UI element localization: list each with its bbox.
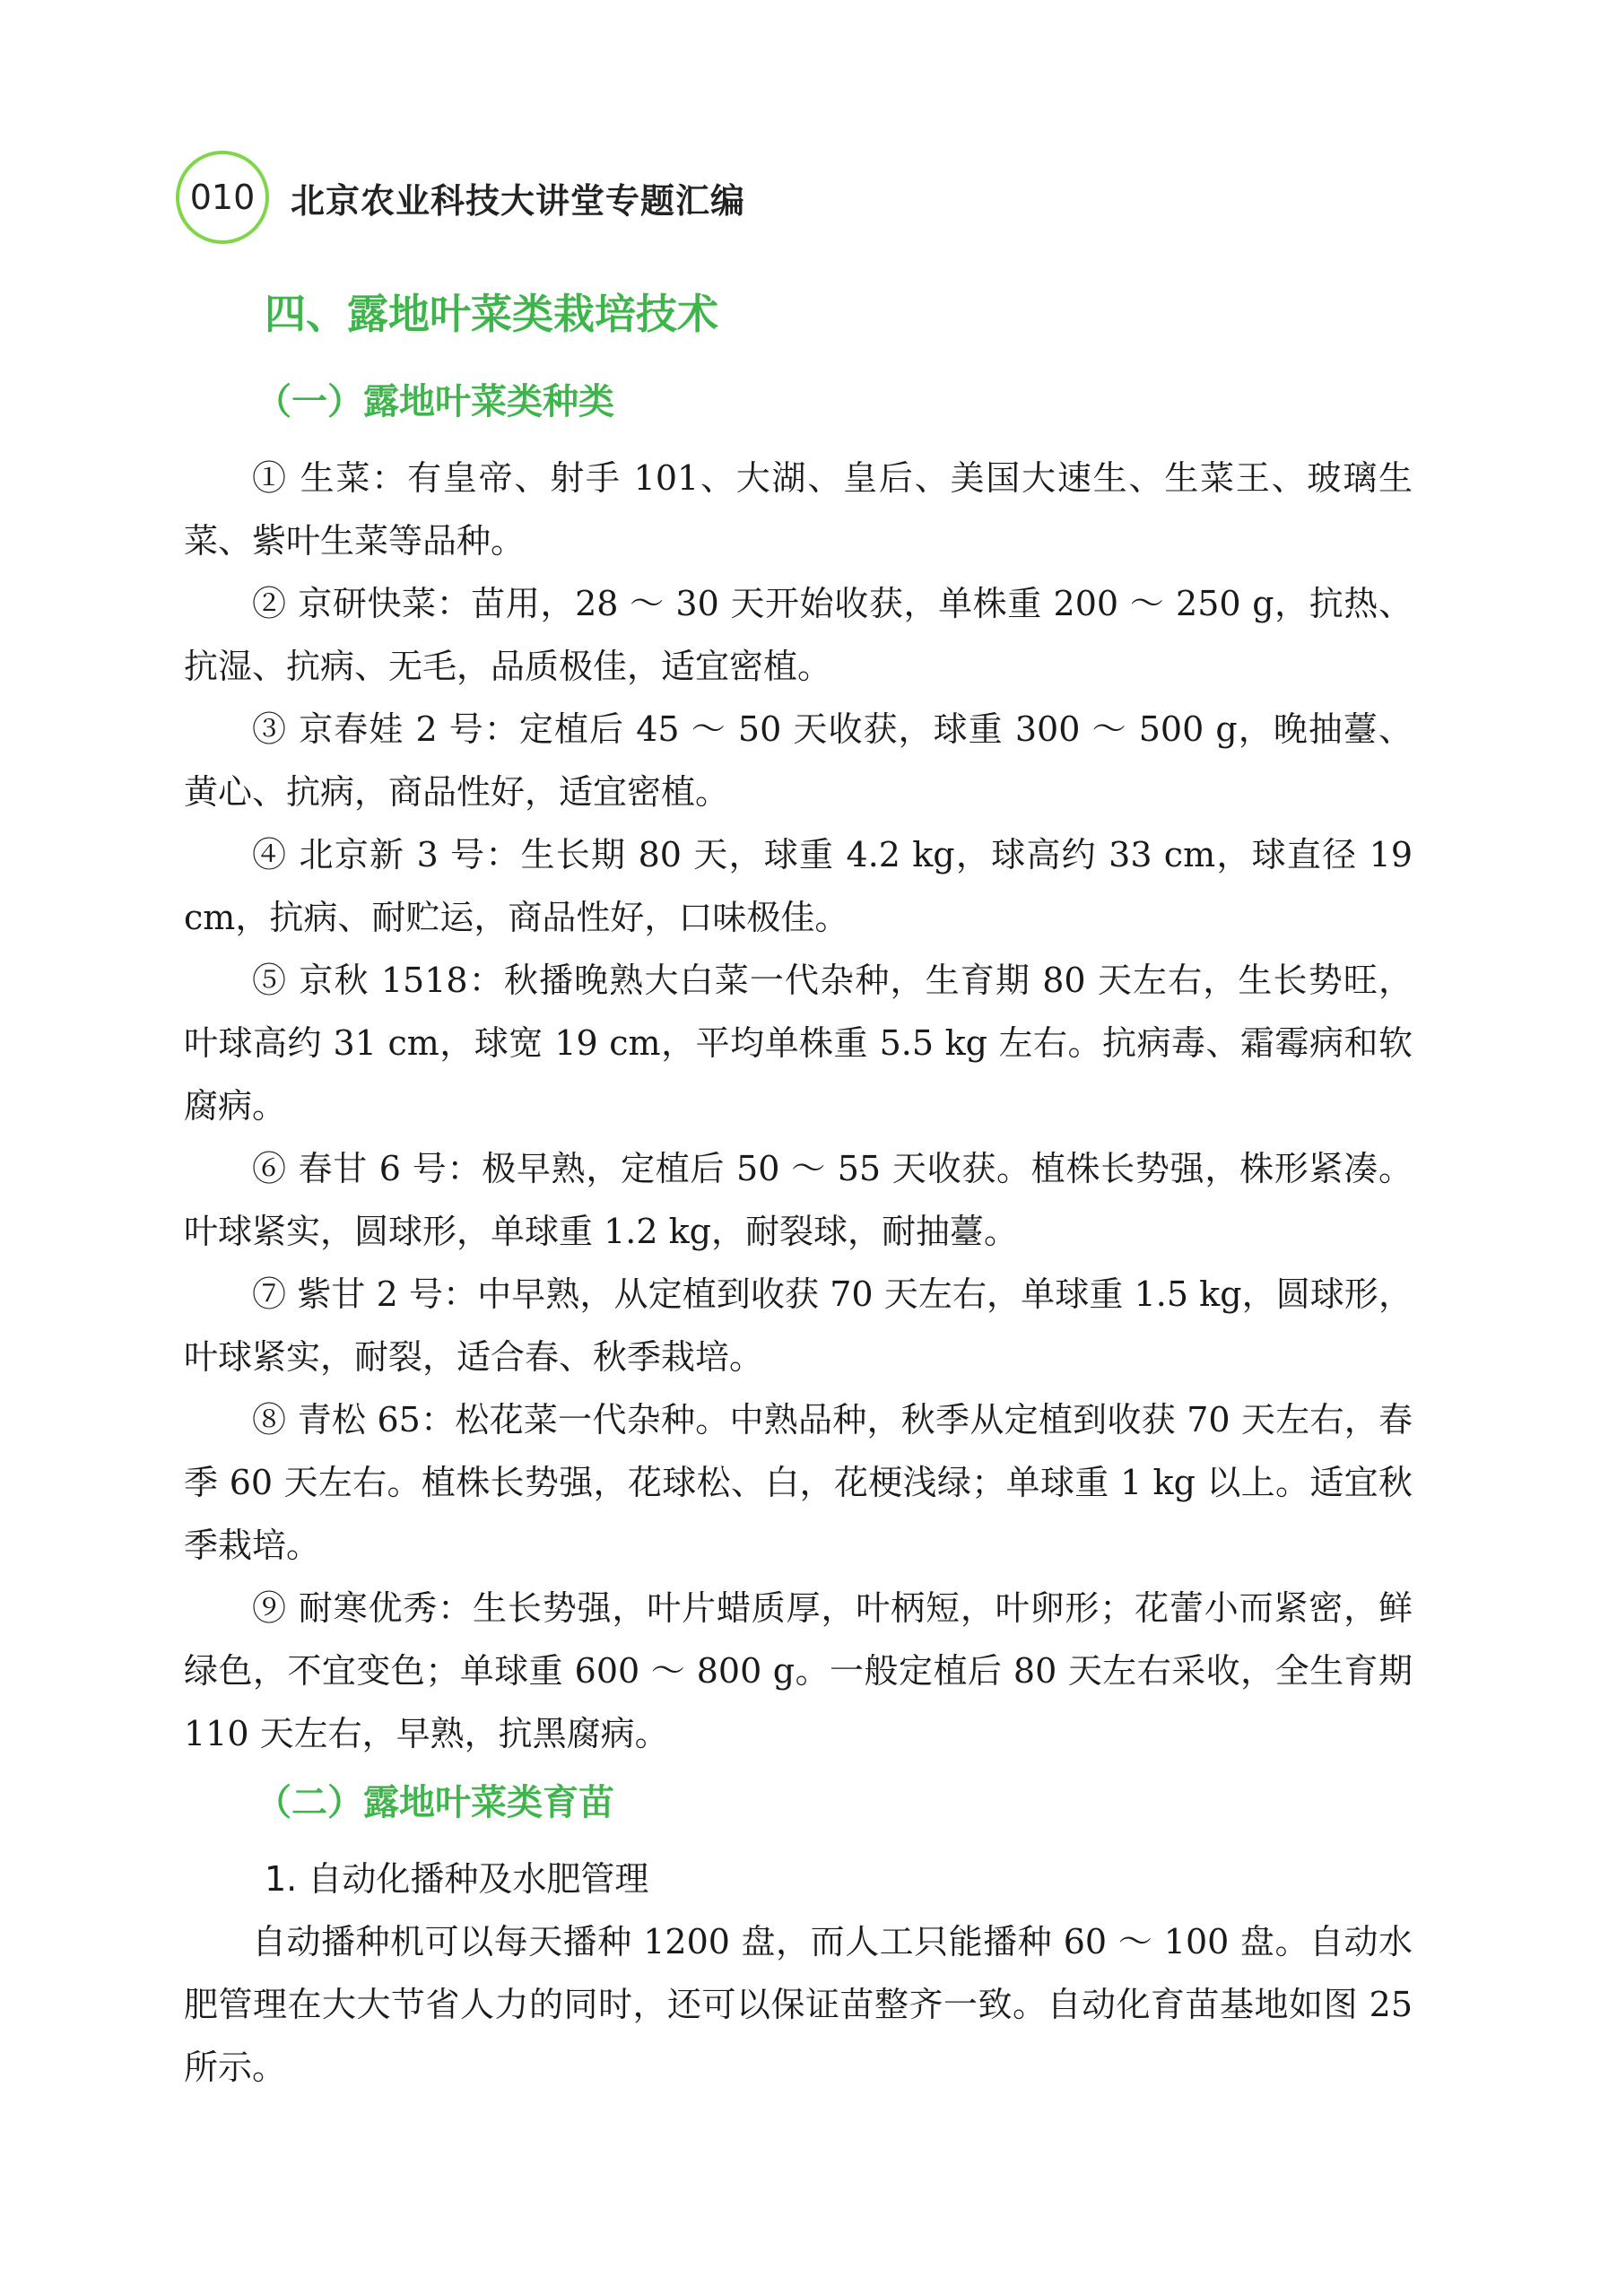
page-header [176,151,745,244]
variety-paragraph: ⑧ 青松 65：松花菜一代杂种。中熟品种，秋季从定植到收获 70 天左右，春季 60 天左右。植株长势强，花球松、白，花梗浅绿；单球重 1 kg 以上。适宜秋季栽培。 [184,1400,1413,1565]
variety-paragraph: ⑦ 紫甘 2 号：中早熟，从定植到收获 70 天左右，单球重 1.5 kg，圆球形，叶球紧实，耐裂，适合春、秋季栽培。 [184,1274,1413,1377]
variety-paragraph: ① 生菜：有皇帝、射手 101、大湖、皇后、美国大速生、生菜王、玻璃生菜、紫叶生菜等品种。 [184,458,1413,561]
step-paragraph: 自动播种机可以每天播种 1200 盘，而人工只能播种 60 ～ 100 盘。自动水肥管理在大大节省人力的同时，还可以保证苗整齐一致。自动化育苗基地如图 25 所示。 [184,1922,1413,2087]
section-title: 四、露地叶菜类栽培技术 [265,290,718,338]
variety-paragraph: ⑨ 耐寒优秀：生长势强，叶片蜡质厚，叶柄短，叶卵形；花蕾小而紧密，鲜绿色，不宜变色；单球重 600 ～ 800 g。一般定植后 80 天左右采收，全生育期 110 天左右，早熟，抗黑腐病。 [184,1588,1413,1753]
book-title: 北京农业科技大讲堂专题汇编 [291,180,746,221]
variety-paragraph: ② 京研快菜：苗用，28 ～ 30 天开始收获，单株重 200 ～ 250 g，抗热、抗湿、抗病、无毛，品质极佳，适宜密植。 [184,584,1413,686]
variety-paragraph: ⑤ 京秋 1518：秋播晚熟大白菜一代杂种，生育期 80 天左右，生长势旺，叶球高约 31 cm，球宽 19 cm，平均单株重 5.5 kg 左右。抗病毒、霜霉病和软腐病。 [184,961,1413,1126]
page-body [184,285,1413,2099]
page-number-badge [176,151,269,244]
variety-paragraph: ④ 北京新 3 号：生长期 80 天，球重 4.2 kg，球高约 33 cm，球直径 19 cm，抗病、耐贮运，商品性好，口味极佳。 [184,835,1413,937]
variety-paragraph: ③ 京春娃 2 号：定植后 45 ～ 50 天收获，球重 300 ～ 500 g，晚抽薹、黄心、抗病，商品性好，适宜密植。 [184,709,1413,812]
subsection-title-varieties: （一）露地叶菜类种类 [256,381,614,422]
page-number: 010 [189,178,256,217]
variety-paragraph: ⑥ 春甘 6 号：极早熟，定植后 50 ～ 55 天收获。植株长势强，株形紧凑。叶球紧实，圆球形，单球重 1.2 kg，耐裂球，耐抽薹。 [184,1149,1413,1251]
step-title: 1. 自动化播种及水肥管理 [265,1859,649,1899]
subsection-title-seedling: （二）露地叶菜类育苗 [256,1782,614,1823]
